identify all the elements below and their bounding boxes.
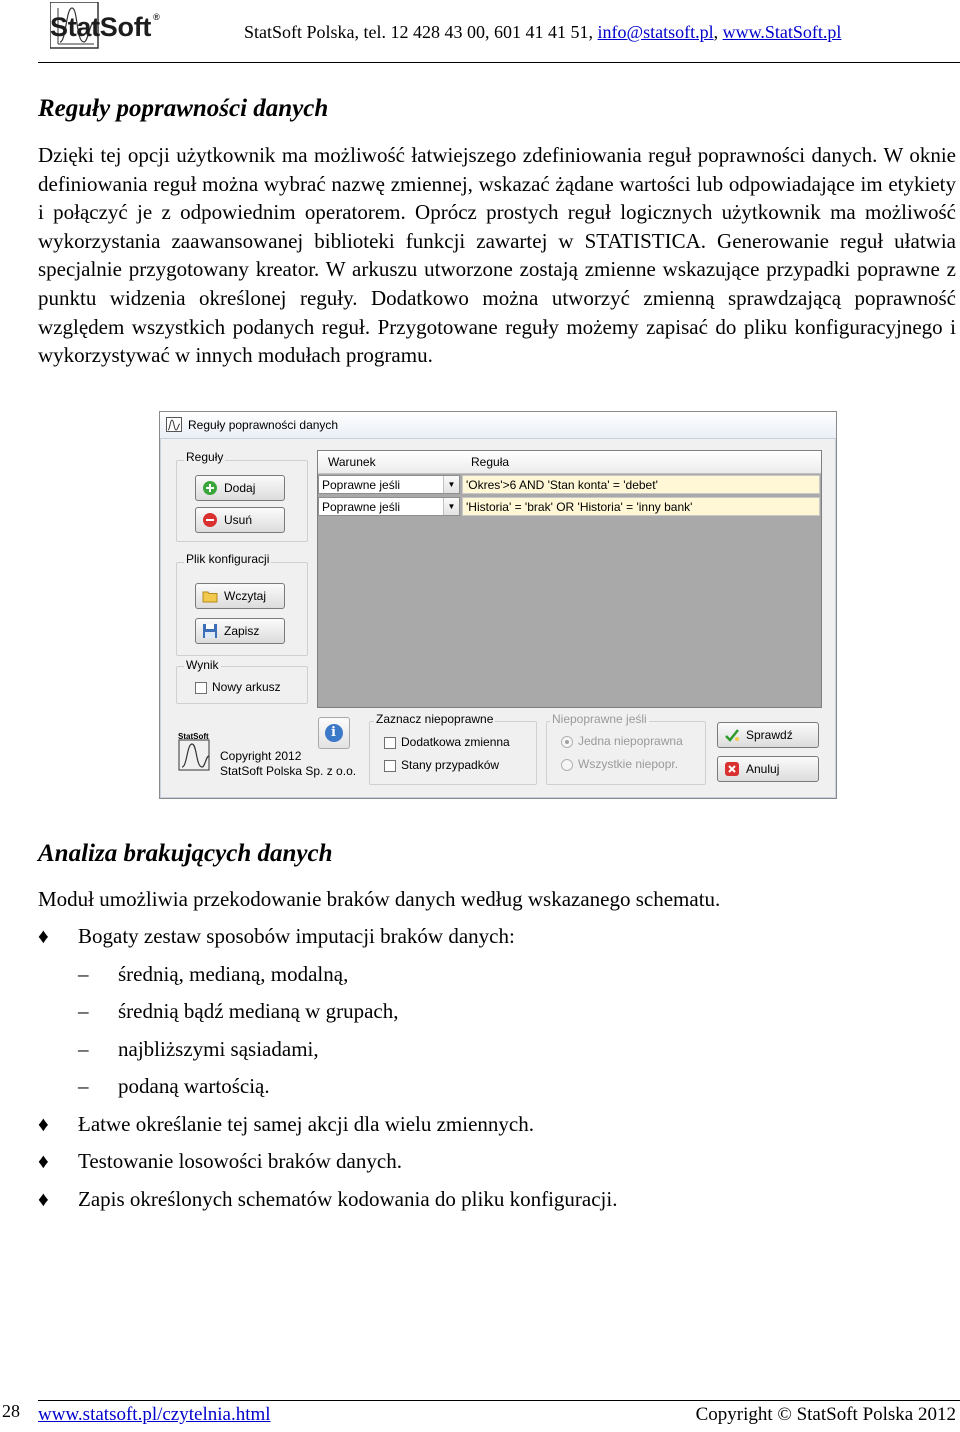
col-header-condition: Warunek	[328, 455, 376, 469]
section-title-validation-rules: Reguły poprawności danych	[38, 95, 329, 122]
chevron-down-icon: ▼	[443, 498, 459, 515]
all-invalid-radio[interactable]	[561, 759, 573, 771]
case-states-checkbox[interactable]	[384, 760, 396, 772]
footer-divider	[38, 1400, 960, 1401]
dialog-titlebar	[160, 412, 836, 439]
mark-invalid-group-label: Zaznacz niepoprawne	[376, 712, 494, 726]
info-button[interactable]	[318, 717, 350, 749]
missing-data-intro: Moduł umożliwia przekodowanie braków danych według wskazanego schematu.	[38, 887, 721, 911]
save-button[interactable]	[195, 618, 285, 644]
check-sparkle-icon	[724, 727, 740, 743]
col-header-rule: Reguła	[471, 455, 510, 469]
footer-link[interactable]: www.statsoft.pl/czytelnia.html	[38, 1404, 271, 1425]
bullet-diamond-icon: ♦	[38, 1111, 49, 1136]
invalid-if-group-label: Niepoprawne jeśli	[552, 712, 647, 726]
info-glyph: i	[331, 725, 336, 740]
remove-icon	[202, 512, 218, 528]
page-number: 28	[2, 1401, 20, 1421]
dash-icon: –	[78, 1036, 89, 1061]
dash-icon: –	[78, 1074, 89, 1098]
condition-select[interactable]: Poprawne jeśli ▼	[318, 475, 460, 494]
logo-wordmark: StatSoft ®	[50, 12, 160, 42]
section-paragraph: Dzięki tej opcji użytkownik ma możliwość łatwiejszego zdefiniowania reguł poprawności danych. W oknie definiowania reguł można wybrać nazwę zmiennej, wskazać żądane wartości lub odpowiadające im etykiety i połączyć je z odpowiednim operatorem. Oprócz prostych reguł logicznych użytkownik ma możliwość wykorzystania zaawansowanej biblioteki funkcji zawartej w STATISTICA. Generowanie reguł ułatwia specjalnie przygotowany kreator. W arkuszu utworzone zostają zmienne wskazujące przypadki poprawne z punktu widzenia określonej reguły. Dodatkowo można utworzyć zmienną sprawdzającą poprawność względem wszystkich podanych reguł. Przygotowane reguły możemy zapisać do pliku konfiguracyjnego i wykorzystywać w innych modułach programu.	[38, 143, 956, 368]
all-invalid-label: Wszystkie niepopr.	[578, 757, 679, 771]
add-button[interactable]	[195, 475, 285, 501]
dash-icon: –	[78, 961, 89, 986]
folder-icon	[202, 588, 218, 604]
remove-button[interactable]	[195, 507, 285, 533]
page-header	[0, 0, 960, 62]
close-icon	[724, 761, 740, 777]
add-icon	[202, 480, 218, 496]
section-title-missing-data: Analiza brakujących danych	[38, 840, 333, 867]
bullet-diamond-icon: ♦	[38, 1186, 49, 1211]
extra-variable-label: Dodatkowa zmienna	[401, 735, 510, 749]
rule-cell[interactable]: 'Historia' = 'brak' OR 'Historia' = 'inny bank'	[462, 497, 820, 516]
check-button-label: Sprawdź	[746, 728, 793, 742]
condition-select[interactable]: Poprawne jeśli ▼	[318, 497, 460, 516]
bullet-diamond-icon: ♦	[38, 1149, 49, 1173]
config-group-label: Plik konfiguracji	[186, 552, 270, 566]
add-button-label: Dodaj	[224, 481, 256, 495]
grid-header	[318, 451, 821, 474]
case-states-label: Stany przypadków	[401, 758, 500, 772]
extra-variable-checkbox[interactable]	[384, 737, 396, 749]
new-sheet-label: Nowy arkusz	[212, 680, 281, 694]
rules-group-label: Reguły	[186, 450, 224, 464]
invalid-if-group	[546, 721, 706, 785]
email-link[interactable]: info@statsoft.pl	[597, 22, 714, 42]
remove-button-label: Usuń	[224, 513, 253, 527]
cancel-button[interactable]	[717, 756, 819, 782]
rule-cell[interactable]: 'Okres'>6 AND 'Stan konta' = 'debet'	[462, 475, 820, 494]
one-invalid-radio[interactable]	[561, 736, 573, 748]
statistica-app-icon	[166, 417, 182, 432]
dash-icon: –	[78, 999, 89, 1023]
rules-grid	[317, 450, 822, 708]
header-divider	[38, 62, 960, 63]
check-button[interactable]	[717, 722, 819, 748]
load-button-label: Wczytaj	[224, 589, 266, 603]
result-group-label: Wynik	[186, 658, 219, 672]
copyright-line-2: StatSoft Polska Sp. z o.o.	[220, 764, 357, 778]
header-contact: StatSoft Polska, tel. 12 428 43 00, 601 41 41 51, info@statsoft.pl, www.StatSoft.pl	[244, 22, 842, 42]
one-invalid-label: Jedna niepoprawna	[578, 734, 683, 748]
cancel-button-label: Anuluj	[746, 762, 780, 776]
mark-invalid-group	[369, 721, 537, 785]
new-sheet-checkbox[interactable]	[195, 682, 207, 694]
website-link[interactable]: www.StatSoft.pl	[722, 22, 842, 42]
rules-dialog	[159, 411, 837, 799]
small-logo-text: StatSoft	[178, 732, 209, 741]
floppy-disk-icon	[202, 623, 218, 639]
chevron-down-icon: ▼	[443, 476, 459, 493]
dialog-title: Reguły poprawności danych	[188, 418, 339, 432]
footer-copyright: Copyright © StatSoft Polska 2012	[695, 1404, 956, 1425]
bullet-diamond-icon: ♦	[38, 924, 49, 948]
load-button[interactable]	[195, 583, 285, 609]
save-button-label: Zapisz	[224, 624, 260, 638]
copyright-line-1: Copyright 2012	[220, 749, 302, 763]
